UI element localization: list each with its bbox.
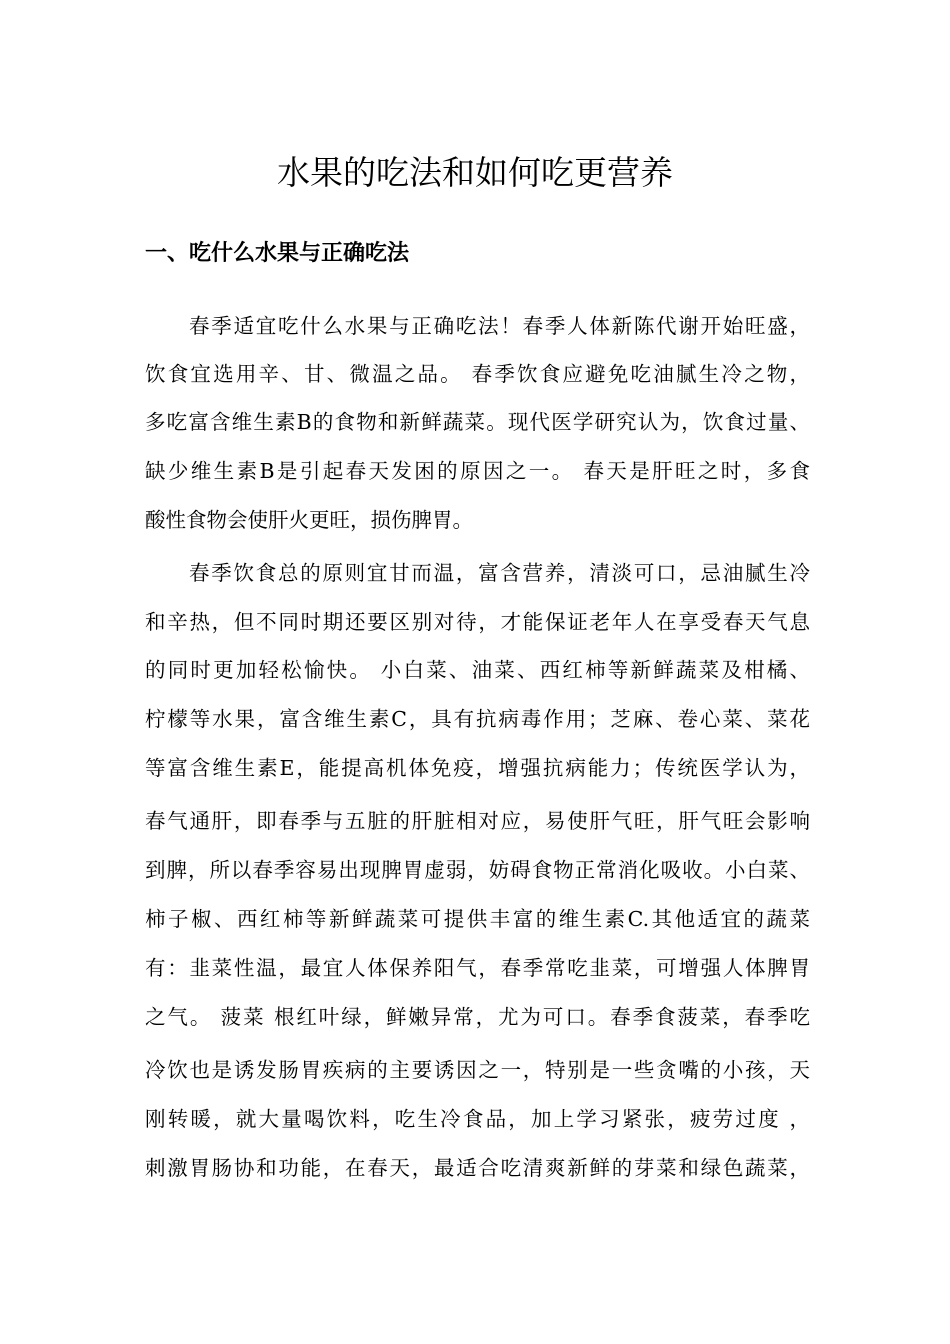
paragraph-line: 柠檬等水果，富含维生素C，具有抗病毒作用；芝麻、卷心菜、菜花	[145, 707, 810, 731]
paragraph-line: 有：韭菜性温，最宜人体保养阳气，春季常吃韭菜，可增强人体脾胃	[145, 956, 810, 980]
paragraph-line: 酸性食物会使肝火更旺，损伤脾胃。	[145, 508, 473, 532]
paragraph-line: 缺少维生素B是引起春天发困的原因之一。 春天是肝旺之时，多食	[145, 459, 810, 483]
paragraph-line: 到脾，所以春季容易出现脾胃虚弱，妨碍食物正常消化吸收。小白菜、	[145, 858, 810, 882]
paragraph-line: 春季适宜吃什么水果与正确吃法！春季人体新陈代谢开始旺盛，	[189, 314, 810, 338]
section-heading: 一、吃什么水果与正确吃法	[145, 241, 410, 266]
paragraph-line: 冷饮也是诱发肠胃疾病的主要诱因之一，特别是一些贪嘴的小孩，天	[145, 1058, 810, 1082]
paragraph-line: 和辛热，但不同时期还要区别对待，才能保证老年人在享受春天气息	[145, 610, 810, 634]
paragraph-line: 饮食宜选用辛、甘、微温之品。 春季饮食应避免吃油腻生冷之物，	[145, 362, 810, 386]
paragraph-line: 春气通肝，即春季与五脏的肝脏相对应，易使肝气旺，肝气旺会影响	[145, 809, 810, 833]
paragraph-line: 等富含维生素E，能提高机体免疫，增强抗病能力；传统医学认为，	[145, 756, 810, 780]
paragraph-line: 的同时更加轻松愉快。 小白菜、油菜、西红柿等新鲜蔬菜及柑橘、	[145, 658, 810, 682]
paragraph-line: 春季饮食总的原则宜甘而温，富含营养，清淡可口，忌油腻生冷	[189, 561, 810, 585]
document-title: 水果的吃法和如何吃更营养	[277, 153, 673, 192]
paragraph-line: 柿子椒、西红柿等新鲜蔬菜可提供丰富的维生素C.其他适宜的蔬菜	[145, 907, 810, 931]
paragraph-line: 之气。 菠菜 根红叶绿，鲜嫩异常，尤为可口。春季食菠菜，春季吃	[145, 1005, 810, 1029]
paragraph-line: 刚转暖，就大量喝饮料，吃生冷食品，加上学习紧张，疲劳过度 ，	[145, 1107, 810, 1131]
paragraph-line: 多吃富含维生素B的食物和新鲜蔬菜。现代医学研究认为，饮食过量、	[145, 410, 810, 434]
paragraph-line: 刺激胃肠协和功能，在春天，最适合吃清爽新鲜的芽菜和绿色蔬菜，	[145, 1156, 810, 1180]
